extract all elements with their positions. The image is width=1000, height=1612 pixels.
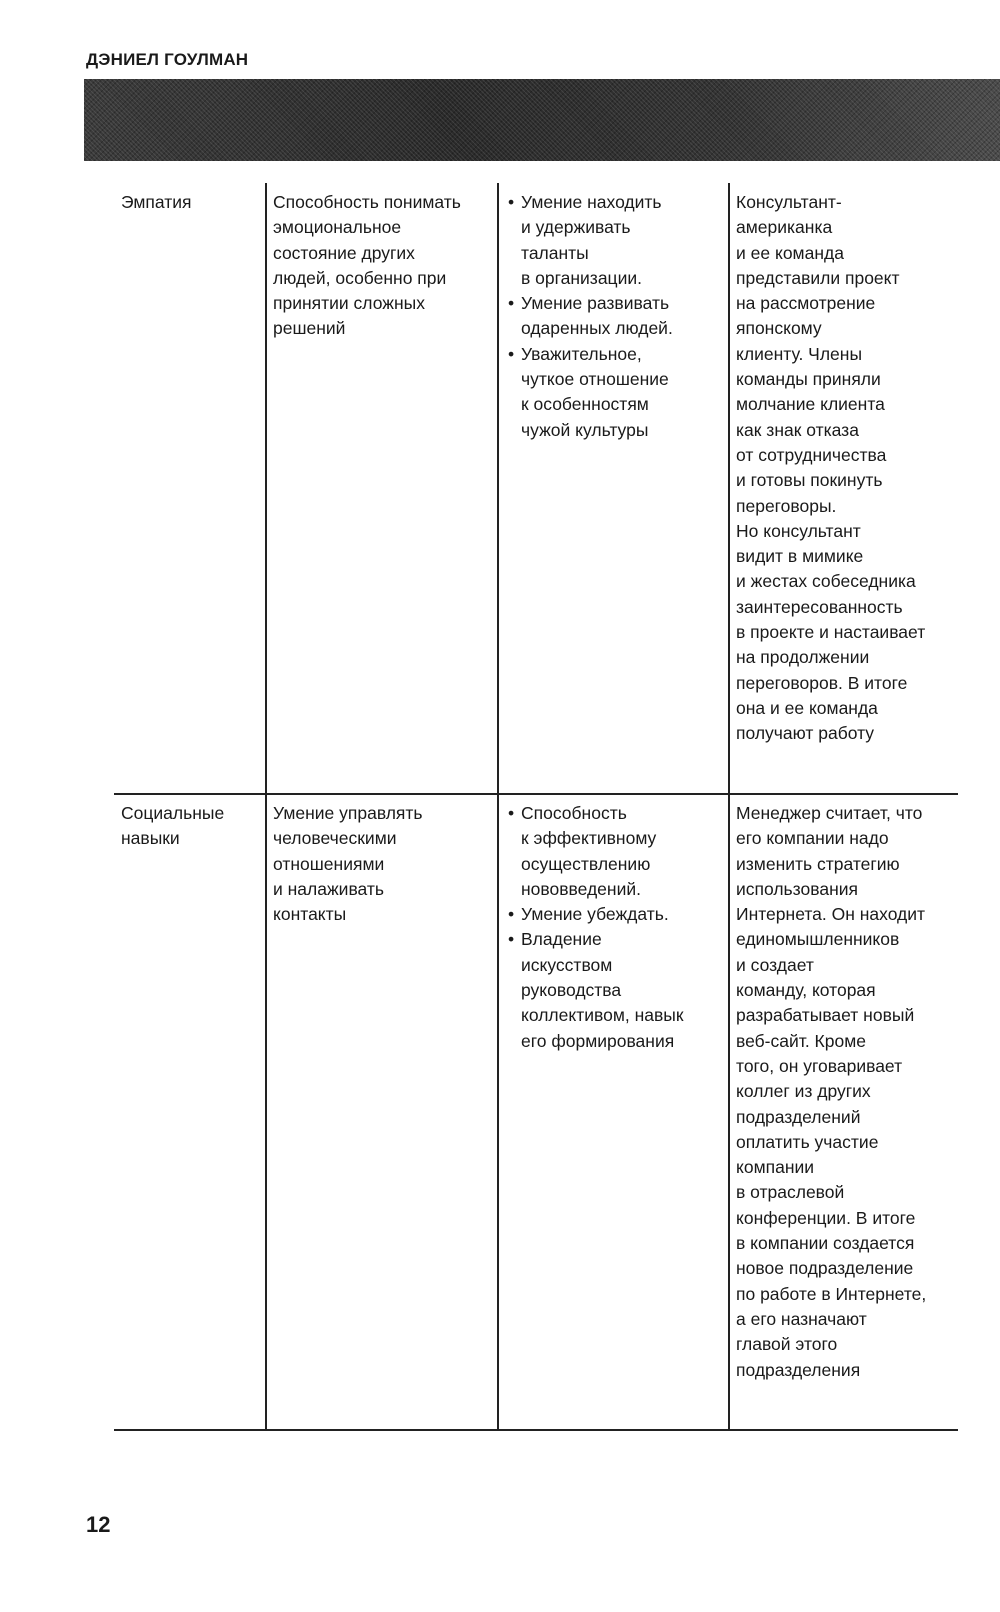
row-divider <box>114 1429 958 1431</box>
page-number: 12 <box>86 1512 111 1537</box>
table-row-skills <box>508 801 726 1054</box>
skill-item: • Умение находить и удерживать таланты в организации. <box>508 190 726 291</box>
table-row-definition: Способность понимать эмоциональное состояние других людей, особенно при принятии сложных решений <box>273 192 461 339</box>
skill-item: • Умение развивать одаренных людей. <box>508 291 726 342</box>
table-row-definition: Умение управлять человеческими отношениями и налаживать контакты <box>273 803 423 925</box>
row-divider <box>114 793 958 795</box>
table-row-name: Социальные навыки <box>121 803 225 849</box>
skill-item: • Владение искусством руководства коллективом, навык его формирования <box>508 927 726 1053</box>
table-row-example: Консультант- американка и ее команда представили проект на рассмотрение японскому клиенту. Члены команды приняли молчание клиента как знак отказа от сотрудничества и готовы покинуть переговоры. Но консультант видит в мимике и жестах собеседника заинтересованность в проекте и настаивает на продолжении переговоров. В итоге она и ее команда получают работу <box>736 192 926 744</box>
skill-item: • Способность к эффективному осуществлению нововведений. <box>508 801 726 902</box>
skill-item: • Умение убеждать. <box>508 902 726 927</box>
column-divider <box>265 183 267 1429</box>
running-head: ДЭНИЕЛ ГОУЛМАН <box>86 50 249 69</box>
table-row-name: Эмпатия <box>121 192 192 212</box>
column-divider <box>728 183 730 1429</box>
column-divider <box>497 183 499 1429</box>
table-row-example: Менеджер считает, что его компании надо изменить стратегию использования Интернета. Он находит единомышленников и создает команду, которая разрабатывает новый веб-сайт. Кроме того, он уговаривает коллег из других подразделений оплатить участие компании в отраслевой конференции. В итоге в компании создается новое подразделение по работе в Интернете, а его назначают главой этого подразделения <box>736 803 927 1380</box>
table-row-skills <box>508 190 726 443</box>
skill-item: • Уважительное, чуткое отношение к особенностям чужой культуры <box>508 342 726 443</box>
